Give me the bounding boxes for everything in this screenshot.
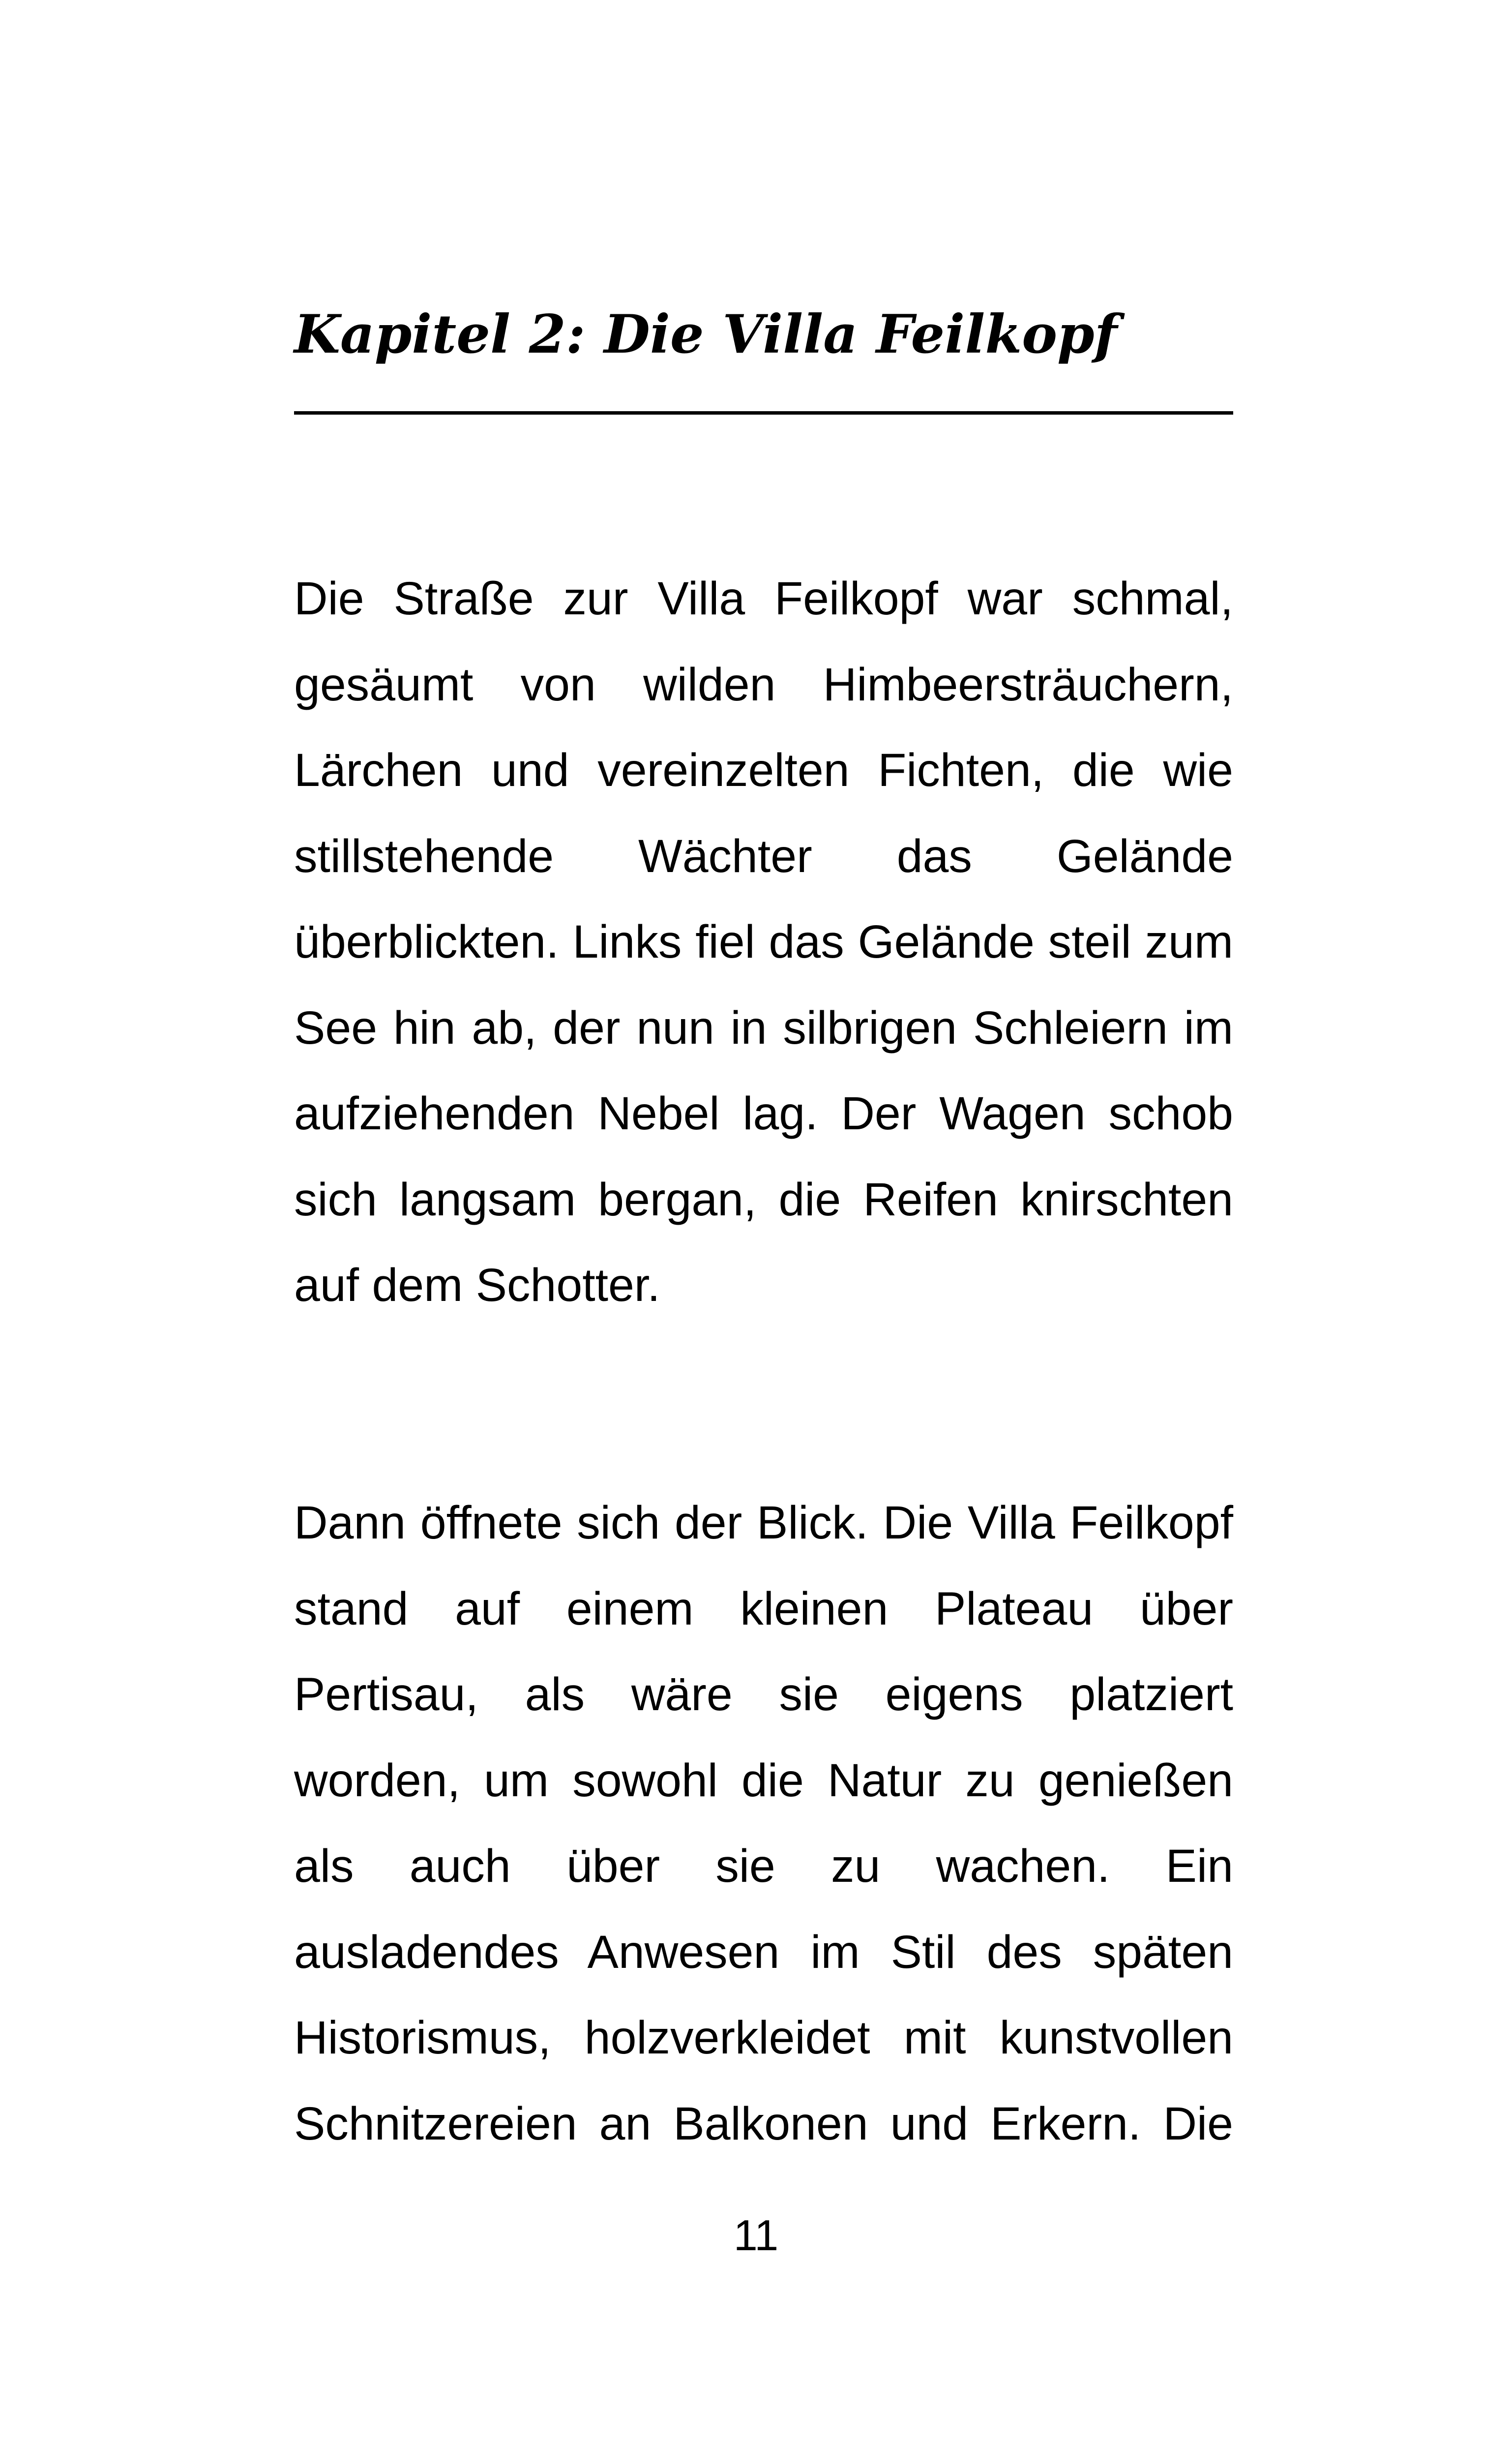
title-divider	[294, 411, 1233, 415]
chapter-title: Kapitel 2: Die Villa Feilkopf	[294, 303, 1118, 365]
paragraph: Die Straße zur Villa Feilkopf war schmal, gesäumt von wilden Himbeersträuchern, Lärchen und vereinzelten Fichten, die wie stillstehende Wächter das Gelände überblickten. Links fiel das Gelände steil zum See hin ab, der nun in silbrigen Schleiern im aufziehenden Nebel lag. Der Wagen schob sich langsam bergan, die Reifen knirschten auf dem Schotter.	[294, 573, 1233, 1311]
page-number: 11	[733, 2211, 779, 2260]
paragraph: Dann öffnete sich der Blick. Die Villa Feilkopf stand auf einem kleinen Plateau über Pertisau, als wäre sie eigens platziert worden, um sowohl die Natur zu genießen als auch über sie zu wachen. Ein ausladendes Anwesen im Stil des späten Historismus, holzverkleidet mit kunstvollen Schnitzereien an Balkonen und Erkern. Die	[294, 1497, 1233, 2150]
